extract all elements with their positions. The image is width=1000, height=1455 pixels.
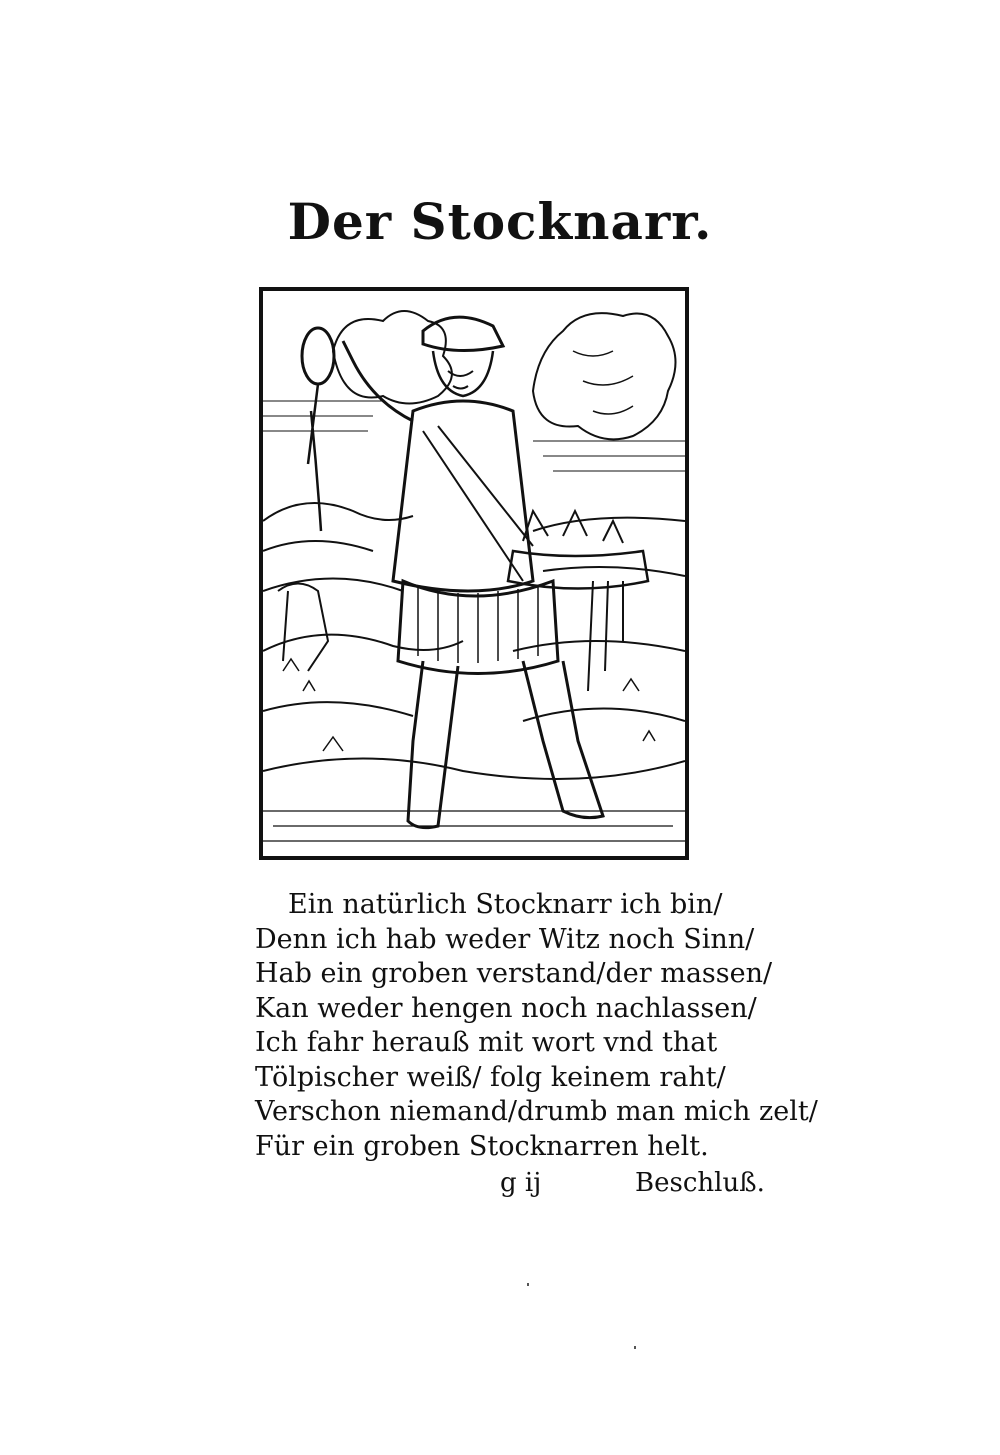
verse-line: Kan weder hengen noch nachlassen/ xyxy=(255,992,757,1024)
woodcut-illustration xyxy=(259,287,689,860)
catchword: Beschluß. xyxy=(635,1168,765,1198)
page-footer xyxy=(0,1168,1000,1208)
page-title: Der Stocknarr. xyxy=(287,192,713,251)
verse-block xyxy=(255,888,818,1164)
verse-line: Verschon niemand/drumb man mich zelt/ xyxy=(255,1096,818,1127)
verse-line: Tölpischer weiß/ folg keinem raht/ xyxy=(255,1061,726,1093)
signature-mark: g ij xyxy=(500,1168,542,1198)
verse-line: Ein natürlich Stocknarr ich bin/ xyxy=(288,889,723,920)
verse-line: Denn ich hab weder Witz noch Sinn/ xyxy=(255,923,755,955)
woodcut-fool-icon xyxy=(263,291,685,856)
verse-line: Ich fahr herauß mit wort vnd that xyxy=(255,1027,718,1058)
verse-line: Für ein groben Stocknarren helt. xyxy=(255,1130,709,1162)
ink-speck xyxy=(527,1283,529,1286)
verse-line: Hab ein groben verstand/der massen/ xyxy=(255,958,773,989)
ink-speck xyxy=(634,1346,636,1349)
